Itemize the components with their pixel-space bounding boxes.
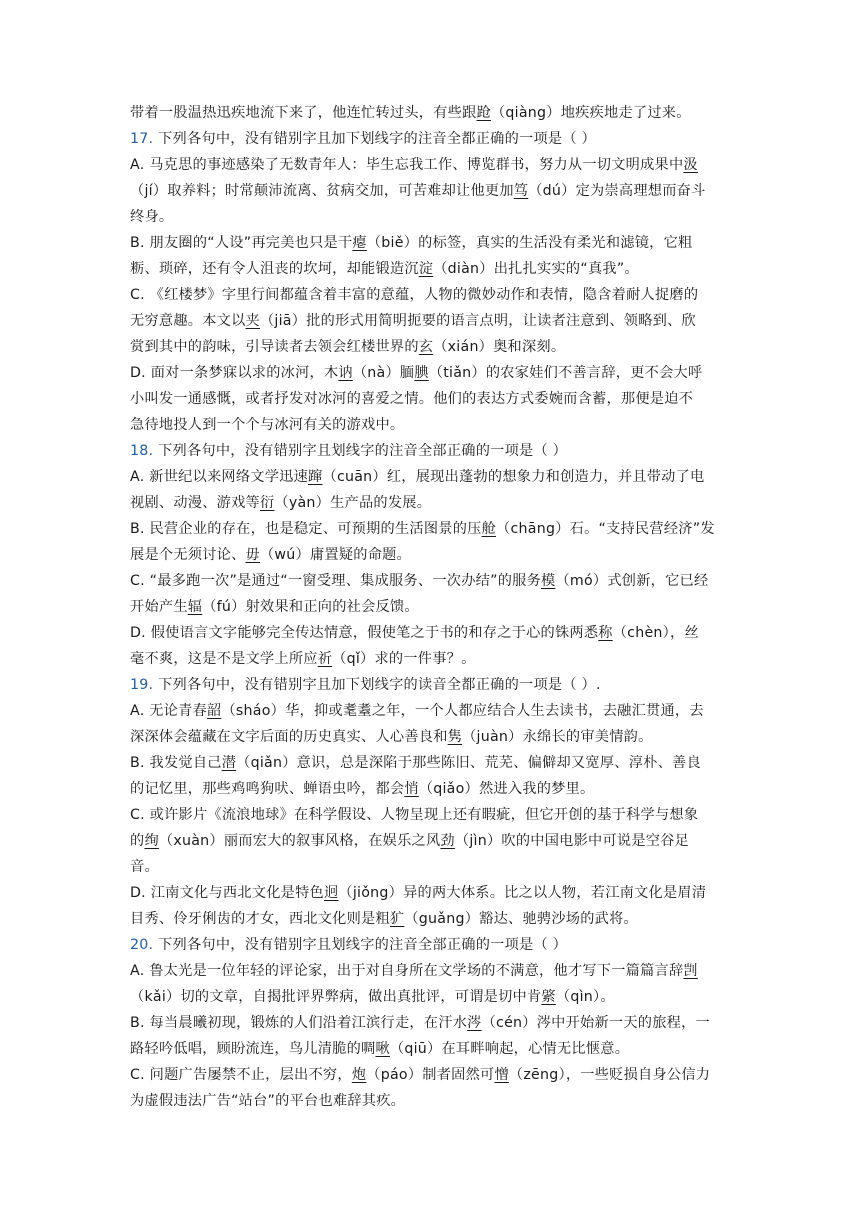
text-run: （fú）射效果和正向的社会反馈。 — [202, 599, 419, 615]
text-line — [130, 386, 732, 412]
text-run: 赏到其中的韵味，引导读者去领会红楼世界的 — [130, 339, 419, 355]
underlined-char: 讷 — [338, 365, 353, 381]
text-run: （tiǎn）的农家娃们不善言辞，更不会大呼 — [428, 365, 703, 381]
text-line — [130, 620, 732, 646]
underlined-char: 腆 — [414, 365, 429, 381]
text-run: C. 或许影片《流浪地球》在科学假设、人物呈现上还有暇疵，但它开创的基于科学与想象 — [130, 807, 699, 823]
underlined-char: 韶 — [206, 703, 222, 719]
text-run: （xián）奥和深刻。 — [433, 339, 566, 355]
text-run: B. 民营企业的存在，也是稳定、可预期的生活图景的压 — [130, 521, 482, 537]
text-run: 毫不爽，这是不是文学上所应 — [130, 651, 318, 667]
text-run: （dú）定为崇高理想而奋斗 — [528, 183, 706, 199]
text-line — [130, 828, 732, 854]
text-run: （guǎng）豁达、驰骋沙场的武将。 — [404, 911, 638, 927]
text-run: （páo）制者固然可 — [366, 1067, 495, 1083]
text-run: （mó）式创新，它已经 — [555, 573, 709, 589]
text-run: C. “最多跑一次”是通过“一窗受理、集成服务、一次办结”的服务 — [130, 573, 542, 589]
text-run: 下列各句中，没有错别字且划线字的注音全部正确的一项是（ ） — [153, 443, 568, 459]
underlined-char: 玄 — [418, 339, 434, 355]
text-line — [130, 438, 732, 464]
text-line — [130, 880, 732, 906]
underlined-char: 涔 — [467, 1015, 482, 1031]
text-line — [130, 854, 732, 880]
text-run: （cuān）红，展现出蓬勃的想象力和创造力，并且带动了电 — [322, 469, 705, 485]
text-run: A. 马克思的事迹感染了无数青年人：毕生忘我工作、博览群书，努力从一切文明成果中 — [130, 157, 684, 173]
underlined-char: 毋 — [245, 547, 260, 563]
text-line — [130, 802, 732, 828]
text-run: 的记忆里，那些鸡鸣狗吠、蝉语虫吟，都会 — [130, 781, 405, 797]
text-line — [130, 698, 732, 724]
text-run: D. 面对一条梦寐以求的冰河，木 — [130, 365, 339, 381]
text-run: （wú）庸置疑的命题。 — [259, 547, 412, 563]
text-line — [130, 464, 732, 490]
underlined-char: 迥 — [323, 885, 339, 901]
text-line — [130, 724, 732, 750]
text-run: 深深体会蕴藏在文字后面的历史真实、人心善良和 — [130, 729, 448, 745]
text-line — [130, 360, 732, 386]
text-run: B. 朋友圈的“人设”再完美也只是干 — [130, 235, 353, 251]
underlined-char: 蹿 — [308, 469, 323, 485]
text-line — [130, 516, 732, 542]
underlined-char: 悄 — [404, 781, 419, 797]
text-run: A. 新世纪以来网络文学迅速 — [130, 469, 309, 485]
document-body — [130, 100, 732, 1114]
text-run: （qiàng）地疾疾地走了过来。 — [490, 105, 691, 121]
text-line — [130, 230, 732, 256]
underlined-char: 憎 — [494, 1067, 509, 1083]
text-run: （juàn）永绵长的审美情韵。 — [462, 729, 653, 745]
text-run: 带着一股温热迅疾地流下来了，他连忙转过头，有些跟 — [130, 105, 477, 121]
text-line — [130, 594, 732, 620]
text-run: 开始产生 — [130, 599, 188, 615]
underlined-char: 炮 — [351, 1067, 367, 1083]
text-run: 为虚假违法广告“站台”的平台也难辞其疚。 — [130, 1093, 406, 1109]
text-run: A. 无论青春 — [130, 703, 207, 719]
text-run: （qìn）。 — [555, 989, 615, 1005]
text-line — [130, 256, 732, 282]
text-line — [130, 542, 732, 568]
text-run: 视剧、动漫、游戏等 — [130, 495, 260, 511]
text-run: （biě）的标签，真实的生活没有柔光和滤镜，它粗 — [366, 235, 693, 251]
text-run: （zēng），一些贬损自身公信力 — [508, 1067, 711, 1083]
underlined-char: 潜 — [221, 755, 237, 771]
text-line — [130, 204, 732, 230]
text-run: （jìn）吹的中国电影中可说是空谷足 — [454, 833, 690, 849]
text-line — [130, 334, 732, 360]
text-run: 的 — [130, 833, 145, 849]
text-run: 下列各句中，没有错别字且划线字的注音全部正确的一项是（ ） — [153, 937, 568, 953]
text-run: 粝、琐碎，还有令人沮丧的坎坷，却能锻造沉 — [130, 261, 419, 277]
text-line — [130, 308, 732, 334]
underlined-char: 称 — [598, 625, 613, 641]
underlined-char: 犷 — [389, 911, 405, 927]
underlined-char: 夹 — [245, 313, 260, 329]
text-line — [130, 750, 732, 776]
text-line — [130, 1062, 732, 1088]
text-line — [130, 932, 732, 958]
text-run: （qiǎn）意识，总是深陷于那些陈旧、荒芜、偏僻却又宽厚、淳朴、善良 — [236, 755, 701, 771]
text-run: D. 假使语言文字能够完全传达情意，假使笔之于书的和存之于心的铢两悉 — [130, 625, 599, 641]
underlined-char: 笃 — [513, 183, 529, 199]
text-run: （yàn）生产品的发展。 — [274, 495, 432, 511]
underlined-char: 劲 — [440, 833, 455, 849]
text-run: 音。 — [130, 859, 159, 875]
text-run: （xuàn）丽而宏大的叙事风格，在娱乐之风 — [158, 833, 441, 849]
text-run: 下列各句中，没有错别字且加下划线字的注音全都正确的一项是（ ） — [153, 131, 596, 147]
underlined-char: 祈 — [317, 651, 333, 667]
text-run: 终身。 — [130, 209, 174, 225]
text-run: （jiǒng）异的两大体系。比之以人物，若江南文化是眉清 — [338, 885, 707, 901]
underlined-char: 剀 — [683, 963, 698, 979]
text-line — [130, 100, 732, 126]
text-line — [130, 646, 732, 672]
text-run: C. 问题广告屡禁不止，层出不穷， — [130, 1067, 352, 1083]
underlined-char: 淀 — [418, 261, 434, 277]
underlined-char: 跄 — [476, 105, 491, 121]
text-run: 下列各句中，没有错别字且加下划线字的读音全都正确的一项是（ ）. — [153, 677, 601, 693]
text-run: C. 《红楼梦》字里行间都蕴含着丰富的意蕴，人物的微妙动作和表情，隐含着耐人捉磨的 — [130, 287, 699, 303]
text-line — [130, 1010, 732, 1036]
text-run: （cén）涔中开始新一天的旅程，一 — [481, 1015, 710, 1031]
text-run: B. 我发觉自己 — [130, 755, 222, 771]
text-run: （chèn），丝 — [612, 625, 699, 641]
text-run: （nà）腼 — [352, 365, 415, 381]
text-line — [130, 1088, 732, 1114]
text-run: （qiū）在耳畔响起，心情无比惬意。 — [389, 1041, 630, 1057]
text-run: （chāng）石。“支持民营经济”发 — [496, 521, 715, 537]
text-run: B. 每当晨曦初现，锻炼的人们沿着江滨行走，在汗水 — [130, 1015, 468, 1031]
question-number: 17. — [130, 131, 154, 147]
text-run: 目秀、伶牙俐齿的才女，西北文化则是粗 — [130, 911, 390, 927]
text-run: 路轻吟低唱，顾盼流连，鸟儿清脆的啁 — [130, 1041, 376, 1057]
text-run: （kǎi）切的文章，自揭批评界弊病，做出真批评，可谓是切中肯 — [130, 989, 542, 1005]
text-line — [130, 412, 732, 438]
text-run: 急待地投人到一个个与冰河有关的游戏中。 — [130, 417, 405, 433]
text-line — [130, 126, 732, 152]
text-line — [130, 906, 732, 932]
text-run: 无穷意趣。本文以 — [130, 313, 246, 329]
underlined-char: 啾 — [375, 1041, 390, 1057]
text-line — [130, 490, 732, 516]
text-run: （qǐ）求的一件事？。 — [332, 651, 476, 667]
text-line — [130, 958, 732, 984]
text-line — [130, 1036, 732, 1062]
question-number: 20. — [130, 937, 154, 953]
text-line — [130, 568, 732, 594]
text-line — [130, 152, 732, 178]
underlined-char: 汲 — [683, 157, 698, 173]
text-run: （qiǎo）然进入我的梦里。 — [418, 781, 595, 797]
text-run: 小叫发一通感慨，或者抒发对冰河的喜爱之情。他们的表达方式委婉而含蓄，那便是迫不 — [130, 391, 694, 407]
text-line — [130, 776, 732, 802]
underlined-char: 衍 — [259, 495, 275, 511]
underlined-char: 模 — [541, 573, 556, 589]
text-line — [130, 178, 732, 204]
text-line — [130, 672, 732, 698]
text-line — [130, 984, 732, 1010]
question-number: 18. — [130, 443, 154, 459]
text-run: （jiā）批的形式用简明扼要的语言点明，让读者注意到、领略到、欣 — [259, 313, 696, 329]
text-run: （diàn）出扎扎实实的“真我”。 — [433, 261, 639, 277]
underlined-char: 瘪 — [352, 235, 367, 251]
underlined-char: 隽 — [447, 729, 463, 745]
question-number: 19. — [130, 677, 154, 693]
underlined-char: 舱 — [481, 521, 497, 537]
text-run: A. 鲁太光是一位年轻的评论家，出于对自身所在文学场的不满意，他才写下一篇篇言辞 — [130, 963, 684, 979]
text-line — [130, 282, 732, 308]
underlined-char: 辐 — [187, 599, 203, 615]
underlined-char: 綮 — [541, 989, 556, 1005]
underlined-char: 绚 — [144, 833, 159, 849]
text-run: （jí）取养料；时常颠沛流离、贫病交加，可苦难却让他更加 — [130, 183, 514, 199]
text-run: 展是个无须讨论、 — [130, 547, 246, 563]
text-run: （sháo）华，抑或耄耋之年，一个人都应结合人生去读书，去融汇贯通，去 — [221, 703, 704, 719]
text-run: D. 江南文化与西北文化是特色 — [130, 885, 324, 901]
